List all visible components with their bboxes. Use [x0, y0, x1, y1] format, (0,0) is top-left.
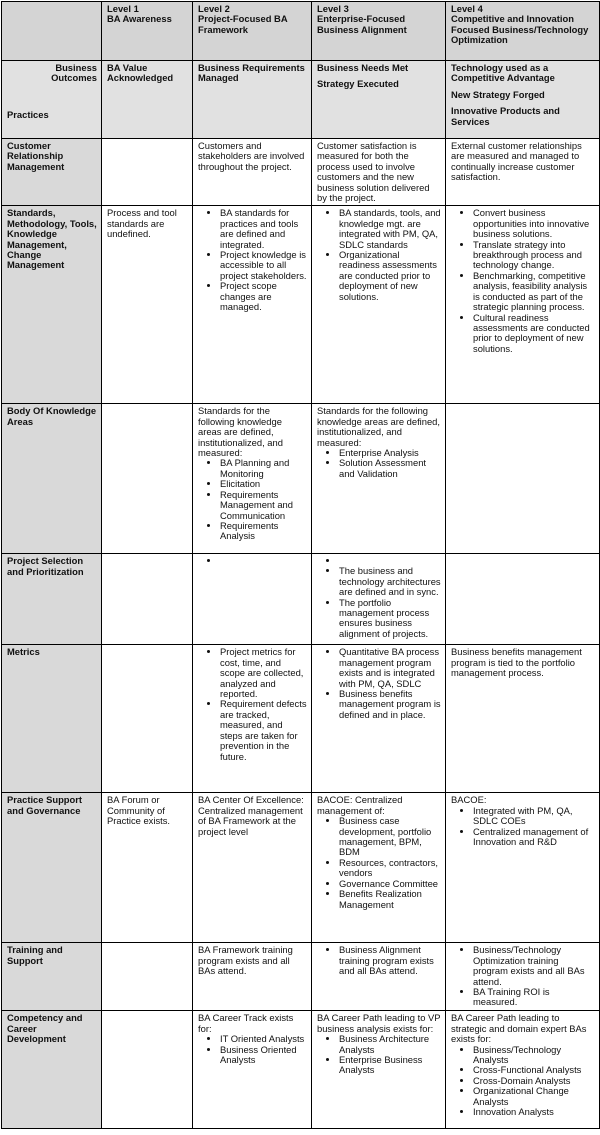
cell-intro: BACOE:	[451, 794, 487, 806]
list-item: • Governance Committee	[339, 879, 441, 889]
bullet-list	[198, 647, 307, 761]
cell-intro: BA Career Track exists for:	[198, 1012, 294, 1034]
list-item: • Project knowledge is accessible to all project stakeholders.	[220, 250, 307, 281]
list-item: • Centralized management of Innovation and R&D	[473, 827, 595, 848]
level-name: Enterprise-Focused Business Alignment	[317, 13, 407, 35]
list-item: • Business/Technology Optimization training program exists and all BAs attend.	[473, 945, 595, 987]
cell-level-4	[446, 554, 600, 645]
level-number: Level 2	[198, 3, 230, 14]
header-level-2	[193, 2, 312, 61]
cell-level-2	[193, 1011, 312, 1129]
cell-level-4	[446, 139, 600, 206]
bullet-list	[317, 816, 441, 910]
cell-level-4	[446, 943, 600, 1011]
row-label: Project Selection and Prioritization	[2, 554, 102, 645]
list-item: • Business Alignment training program exists and all BAs attend.	[339, 945, 441, 976]
row-training-support	[2, 943, 600, 1011]
cell-level-3	[312, 943, 446, 1011]
row-competency-career	[2, 1011, 600, 1129]
cell-level-1	[102, 1011, 193, 1129]
cell-level-4	[446, 645, 600, 793]
bullet-list	[198, 556, 307, 566]
list-item: • Elicitation	[220, 479, 307, 489]
level-name: BA Awareness	[107, 13, 172, 25]
bullet-list	[451, 945, 595, 1007]
cell-text: BA Center Of Excellence: Centralized management of BA Framework at the project level	[198, 794, 304, 837]
cell-level-1	[102, 404, 193, 554]
outcome-level-3	[312, 61, 446, 139]
list-item: • Quantitative BA process management program exists and is integrated with PM, QA, SDLC	[339, 647, 441, 689]
cell-intro: BACOE: Centralized management of:	[317, 794, 403, 816]
list-item: • Organizational readiness assessments are conducted prior to deployment of new solutions.	[339, 250, 441, 302]
cell-intro: Standards for the following knowledge areas are defined, institutionalized, and measured:	[198, 405, 283, 459]
list-item: • Convert business opportunities into innovative business solutions.	[473, 208, 595, 239]
row-label: Body Of Knowledge Areas	[2, 404, 102, 554]
list-item: • Business benefits management program is defined and in place.	[339, 689, 441, 720]
outcome-level-4	[446, 61, 600, 139]
cell-text: Business benefits management program is tied to the portfolio management process.	[451, 646, 582, 679]
list-item: • Resources, contractors, vendors	[339, 858, 441, 879]
row-practice-support	[2, 793, 600, 943]
cell-level-2	[193, 554, 312, 645]
cell-level-3	[312, 206, 446, 404]
level-number: Level 1	[107, 3, 139, 14]
list-item: • IT Oriented Analysts	[220, 1034, 307, 1044]
list-item: • BA standards for practices and tools are defined and integrated.	[220, 208, 307, 250]
row-label: Standards, Methodology, Tools, Knowledge Management, Change Management	[2, 206, 102, 404]
outcome-text: BA Value Acknowledged	[107, 62, 174, 84]
outcome-text: Business Requirements Managed	[198, 62, 305, 84]
row-metrics	[2, 645, 600, 793]
cell-level-2	[193, 645, 312, 793]
list-item: • BA Training ROI is measured.	[473, 987, 595, 1008]
bullet-list	[317, 945, 441, 976]
list-item: • Innovation Analysts	[473, 1107, 595, 1117]
cell-level-3	[312, 793, 446, 943]
list-item: • The portfolio management process ensures business alignment of projects.	[339, 598, 441, 640]
row-customer-relationship-management	[2, 139, 600, 206]
level-number: Level 4	[451, 3, 483, 14]
cell-level-3	[312, 1011, 446, 1129]
outcome-text: Business Needs Met	[317, 62, 409, 73]
list-item: • Organizational Change Analysts	[473, 1086, 595, 1107]
list-item: • Cultural readiness assessments are conducted prior to deployment of new solutions.	[473, 313, 595, 355]
row-label: Customer Relationship Management	[2, 139, 102, 206]
cell-level-3	[312, 404, 446, 554]
cell-intro: Standards for the following knowledge areas are defined, institutionalized, and measured:	[317, 405, 441, 448]
cell-level-1	[102, 645, 193, 793]
cell-level-2	[193, 943, 312, 1011]
bullet-list	[198, 208, 307, 312]
list-item: • Benefits Realization Management	[339, 889, 441, 910]
bullet-list	[317, 448, 441, 479]
cell-text: External customer relationships are measured and managed to continually increase customer satisfaction.	[451, 140, 582, 183]
business-outcomes-row	[2, 61, 600, 139]
list-item: • Business Architecture Analysts	[339, 1034, 441, 1055]
list-item: • Enterprise Analysis	[339, 448, 441, 458]
cell-level-4	[446, 1011, 600, 1129]
cell-level-4	[446, 206, 600, 404]
row-standards-methodology	[2, 206, 600, 404]
outcome-text: Strategy Executed	[317, 78, 399, 90]
cell-level-1	[102, 554, 193, 645]
cell-level-2	[193, 139, 312, 206]
outcome-text: New Strategy Forged	[451, 88, 545, 100]
bullet-list	[317, 647, 441, 720]
bullet-list	[317, 208, 441, 302]
ba-maturity-matrix	[1, 1, 600, 1129]
list-item: • BA standards, tools, and knowledge mgt. are integrated with PM, QA, SDLC standards	[339, 208, 441, 250]
cell-level-2	[193, 793, 312, 943]
practices-label: Practices	[7, 108, 49, 120]
cell-intro: BA Career Path leading to strategic and domain expert BAs exists for:	[451, 1012, 587, 1045]
list-item: • Cross-Domain Analysts	[473, 1076, 595, 1086]
outcomes-label-cell	[2, 61, 102, 139]
cell-level-1	[102, 793, 193, 943]
header-corner	[2, 2, 102, 61]
row-project-selection	[2, 554, 600, 645]
list-item: • Business case development, portfolio management, BPM, BDM	[339, 816, 441, 858]
row-body-of-knowledge	[2, 404, 600, 554]
list-item: • Integrated with PM, QA, SDLC COEs	[473, 806, 595, 827]
list-item: • Cross-Functional Analysts	[473, 1065, 595, 1075]
header-row	[2, 2, 600, 61]
level-number: Level 3	[317, 3, 349, 14]
cell-level-4	[446, 404, 600, 554]
cell-text: BA Forum or Community of Practice exists.	[107, 794, 171, 827]
bullet-list	[198, 1034, 307, 1065]
list-item: • Benchmarking, competitive analysis, feasibility analysis is conducted as part of the strategic planning process.	[473, 271, 595, 313]
cell-level-4	[446, 793, 600, 943]
bullet-list	[451, 208, 595, 354]
list-item: • Business/Technology Analysts	[473, 1045, 595, 1066]
cell-level-2	[193, 206, 312, 404]
list-item: • BA Planning and Monitoring	[220, 458, 307, 479]
list-item: • Translate strategy into breakthrough process and technology change.	[473, 240, 595, 271]
level-name: Competitive and Innovation Focused Business/Technology Optimization	[451, 13, 589, 46]
row-label: Competency and Career Development	[2, 1011, 102, 1129]
outcome-level-1	[102, 61, 193, 139]
level-name: Project-Focused BA Framework	[198, 13, 288, 35]
cell-level-3	[312, 645, 446, 793]
business-outcomes-label: Business Outcomes	[51, 62, 97, 84]
bullet-list	[317, 1034, 441, 1076]
cell-level-2	[193, 404, 312, 554]
list-item: • Requirements Management and Communication	[220, 490, 307, 521]
cell-intro: BA Career Path leading to VP business analysis exists for:	[317, 1012, 441, 1034]
header-level-3	[312, 2, 446, 61]
outcome-text: Technology used as a Competitive Advantage	[451, 62, 555, 84]
cell-level-1	[102, 139, 193, 206]
bullet-list	[451, 806, 595, 848]
list-item-empty	[220, 556, 307, 566]
cell-level-3	[312, 139, 446, 206]
cell-level-1	[102, 206, 193, 404]
cell-level-1	[102, 943, 193, 1011]
bullet-list	[451, 1045, 595, 1118]
bullet-list	[198, 458, 307, 541]
cell-text: Customer satisfaction is measured for both the process used to involve customers and the new business solution delivered by the project.	[317, 140, 430, 204]
outcome-text: Innovative Products and Services	[451, 105, 560, 127]
row-label: Training and Support	[2, 943, 102, 1011]
cell-level-3	[312, 554, 446, 645]
row-label: Metrics	[2, 645, 102, 793]
list-item: • Business Oriented Analysts	[220, 1045, 307, 1066]
list-item: • Solution Assessment and Validation	[339, 458, 441, 479]
header-level-4	[446, 2, 600, 61]
row-label: Practice Support and Governance	[2, 793, 102, 943]
header-level-1	[102, 2, 193, 61]
outcome-level-2	[193, 61, 312, 139]
list-item: • Requirements Analysis	[220, 521, 307, 542]
list-item: • The business and technology architectures are defined and in sync.	[339, 566, 441, 597]
list-item: • Requirement defects are tracked, measured, and steps are taken for prevention in the future.	[220, 699, 307, 761]
list-item: • Project scope changes are managed.	[220, 281, 307, 312]
cell-text: Customers and stakeholders are involved throughout the project.	[198, 140, 305, 172]
list-item: • Enterprise Business Analysts	[339, 1055, 441, 1076]
list-item: • Project metrics for cost, time, and scope are collected, analyzed and reported.	[220, 647, 307, 699]
cell-text: Process and tool standards are undefined.	[107, 207, 177, 240]
cell-text: BA Framework training program exists and all BAs attend.	[198, 944, 293, 977]
bullet-list	[317, 556, 441, 639]
